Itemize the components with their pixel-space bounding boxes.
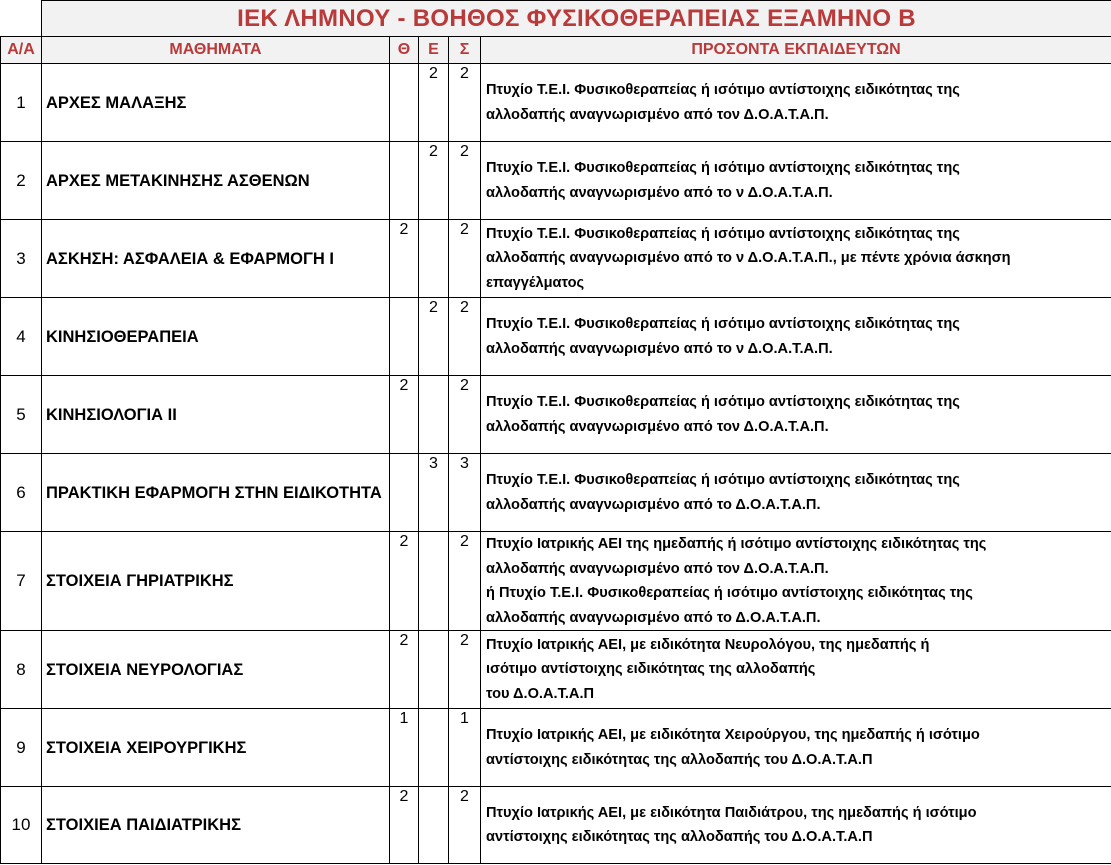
qualification-line: Πτυχίο Ιατρικής ΑΕΙ, με ειδικότητα Νευρολόγου, της ημεδαπής ή [486,636,930,653]
qualifications-cell [481,64,1111,142]
row-number: 10 [1,787,42,864]
qualification-line: Πτυχίο Ιατρικής ΑΕΙ της ημεδαπής ή ισότιμο αντίστοιχης ειδικότητας της [486,536,987,552]
total-hours: 3 [449,454,481,532]
qualification-line: αλλοδαπής αναγνωρισμένο από τον Δ.Ο.Α.Τ.Α.Π. [486,106,829,123]
qualification-line: αλλοδαπής αναγνωρισμένο από το ν Δ.Ο.Α.Τ.Α.Π. [486,340,833,357]
qualification-line: Πτυχίο Τ.Ε.Ι. Φυσικοθεραπείας ή ισότιμο αντίστοιχης ειδικότητας της [486,82,960,98]
theory-hours: 2 [390,220,419,298]
qualification-line: αλλοδαπής αναγνωρισμένο από το Δ.Ο.Α.Τ.Α.Π. [486,496,821,513]
qualification-line: Πτυχίο Τ.Ε.Ι. Φυσικοθεραπείας ή ισότιμο αντίστοιχης ειδικότητας της [486,225,960,242]
qualification-line: ή Πτυχίο Τ.Ε.Ι. Φυσικοθεραπείας ή ισότιμο αντίστοιχης ειδικότητας της [486,585,973,601]
row-number: 8 [1,631,42,709]
table-row [1,142,1111,220]
table-row [1,454,1111,532]
qualification-line: αλλοδαπής αναγνωρισμένο από το Δ.Ο.Α.Τ.Α.Π. [486,609,821,626]
course-name: ΣΤΟΙΧΕΙΑ ΧΕΙΡΟΥΡΓΙΚΗΣ [42,709,390,787]
qualification-line: Πτυχίο Τ.Ε.Ι. Φυσικοθεραπείας ή ισότιμο αντίστοιχης ειδικότητας της [486,160,960,176]
qualification-line: Πτυχίο Τ.Ε.Ι. Φυσικοθεραπείας ή ισότιμο αντίστοιχης ειδικότητας της [486,472,960,488]
qualifications-cell [481,631,1111,709]
course-name: ΑΡΧΕΣ ΜΑΛΑΞΗΣ [42,64,390,142]
table-row [1,298,1111,376]
corner-cell [1,1,42,37]
qualification-line: ισότιμο αντίστοιχης ειδικότητας της αλλοδαπής [486,661,816,678]
row-number: 3 [1,220,42,298]
header-total: Σ [449,37,481,64]
row-number: 4 [1,298,42,376]
course-name: ΠΡΑΚΤΙΚΗ ΕΦΑΡΜΟΓΗ ΣΤΗΝ ΕΙΔΙΚΟΤΗΤΑ [42,454,390,532]
qualifications-cell [481,142,1111,220]
row-number: 9 [1,709,42,787]
qualifications-cell [481,376,1111,454]
table-row [1,787,1111,864]
lab-hours [419,376,449,454]
total-hours: 2 [449,631,481,709]
row-number: 7 [1,532,42,631]
lab-hours [419,709,449,787]
lab-hours [419,532,449,631]
row-number: 2 [1,142,42,220]
lab-hours: 2 [419,64,449,142]
theory-hours: 1 [390,709,419,787]
theory-hours: 2 [390,787,419,864]
lab-hours: 3 [419,454,449,532]
course-name: ΑΣΚΗΣΗ: ΑΣΦΑΛΕΙΑ & ΕΦΑΡΜΟΓΗ Ι [42,220,390,298]
theory-hours [390,64,419,142]
qualification-line: Πτυχίο Τ.Ε.Ι. Φυσικοθεραπείας ή ισότιμο αντίστοιχης ειδικότητας της [486,394,960,410]
course-name: ΣΤΟΙΧΕΙΑ ΝΕΥΡΟΛΟΓΙΑΣ [42,631,390,709]
theory-hours: 2 [390,532,419,631]
total-hours: 2 [449,787,481,864]
qualifications-cell [481,220,1111,298]
course-name: ΑΡΧΕΣ ΜΕΤΑΚΙΝΗΣΗΣ ΑΣΘΕΝΩΝ [42,142,390,220]
course-name: ΚΙΝΗΣΙΟΛΟΓΙΑ ΙΙ [42,376,390,454]
course-name: ΣΤΟΙΧΕΙΑ ΓΗΡΙΑΤΡΙΚΗΣ [42,532,390,631]
table-row [1,64,1111,142]
lab-hours: 2 [419,298,449,376]
row-number: 5 [1,376,42,454]
table-row [1,376,1111,454]
lab-hours [419,787,449,864]
qualification-line: Πτυχίο Ιατρικής ΑΕΙ, με ειδικότητα Χειρούργου, της ημεδαπής ή ισότιμο [486,727,980,743]
row-number: 6 [1,454,42,532]
table-row [1,220,1111,298]
total-hours: 2 [449,532,481,631]
lab-hours: 2 [419,142,449,220]
qualification-line: επαγγέλματος [486,274,585,291]
qualifications-cell [481,709,1111,787]
qualification-line: αντίστοιχης ειδικότητας της αλλοδαπής του Δ.Ο.Α.Τ.Α.Π [486,751,873,768]
qualification-line: αλλοδαπής αναγνωρισμένο από το ν Δ.Ο.Α.Τ.Α.Π. [486,184,833,201]
theory-hours [390,142,419,220]
qualifications-cell [481,787,1111,864]
header-row [1,37,1111,64]
qualification-line: αλλοδαπής αναγνωρισμένο από το ν Δ.Ο.Α.Τ.Α.Π., με πέντε χρόνια άσκηση [486,250,1011,267]
title-row [1,1,1111,37]
theory-hours [390,454,419,532]
header-courses: ΜΑΘΗΜΑΤΑ [42,37,390,64]
qualifications-cell [481,298,1111,376]
header-qualifications: ΠΡΟΣΟΝΤΑ ΕΚΠΑΙΔΕΥΤΩΝ [481,37,1111,64]
total-hours: 2 [449,220,481,298]
row-number: 1 [1,64,42,142]
qualifications-cell [481,454,1111,532]
table-row [1,631,1111,709]
table-row [1,709,1111,787]
course-name: ΚΙΝΗΣΙΟΘΕΡΑΠΕΙΑ [42,298,390,376]
total-hours: 2 [449,142,481,220]
lab-hours [419,631,449,709]
total-hours: 2 [449,64,481,142]
qualification-line: Πτυχίο Τ.Ε.Ι. Φυσικοθεραπείας ή ισότιμο αντίστοιχης ειδικότητας της [486,316,960,332]
header-aa: Α/Α [1,37,42,64]
theory-hours: 2 [390,631,419,709]
total-hours: 1 [449,709,481,787]
qualification-line: του Δ.Ο.Α.Τ.Α.Π [486,685,595,702]
header-lab: Ε [419,37,449,64]
qualification-line: αντίστοιχης ειδικότητας της αλλοδαπής του Δ.Ο.Α.Τ.Α.Π [486,829,873,845]
theory-hours: 2 [390,376,419,454]
course-name: ΣΤΟΙΧΙΕΑ ΠΑΙΔΙΑΤΡΙΚΗΣ [42,787,390,864]
qualification-line: αλλοδαπής αναγνωρισμένο από τον Δ.Ο.Α.Τ.Α.Π. [486,418,829,435]
table-row [1,532,1111,631]
qualification-line: Πτυχίο Ιατρικής ΑΕΙ, με ειδικότητα Παιδιάτρου, της ημεδαπής ή ισότιμο [486,804,977,821]
lab-hours [419,220,449,298]
header-theory: Θ [390,37,419,64]
page-title: ΙΕΚ ΛΗΜΝΟΥ - ΒΟΗΘΟΣ ΦΥΣΙΚΟΘΕΡΑΠΕΙΑΣ ΕΞΑΜΗΝΟ Β [42,1,1111,37]
total-hours: 2 [449,376,481,454]
theory-hours [390,298,419,376]
qualifications-cell [481,532,1111,631]
qualification-line: αλλοδαπής αναγνωρισμένο από τον Δ.Ο.Α.Τ.Α.Π. [486,560,829,577]
total-hours: 2 [449,298,481,376]
